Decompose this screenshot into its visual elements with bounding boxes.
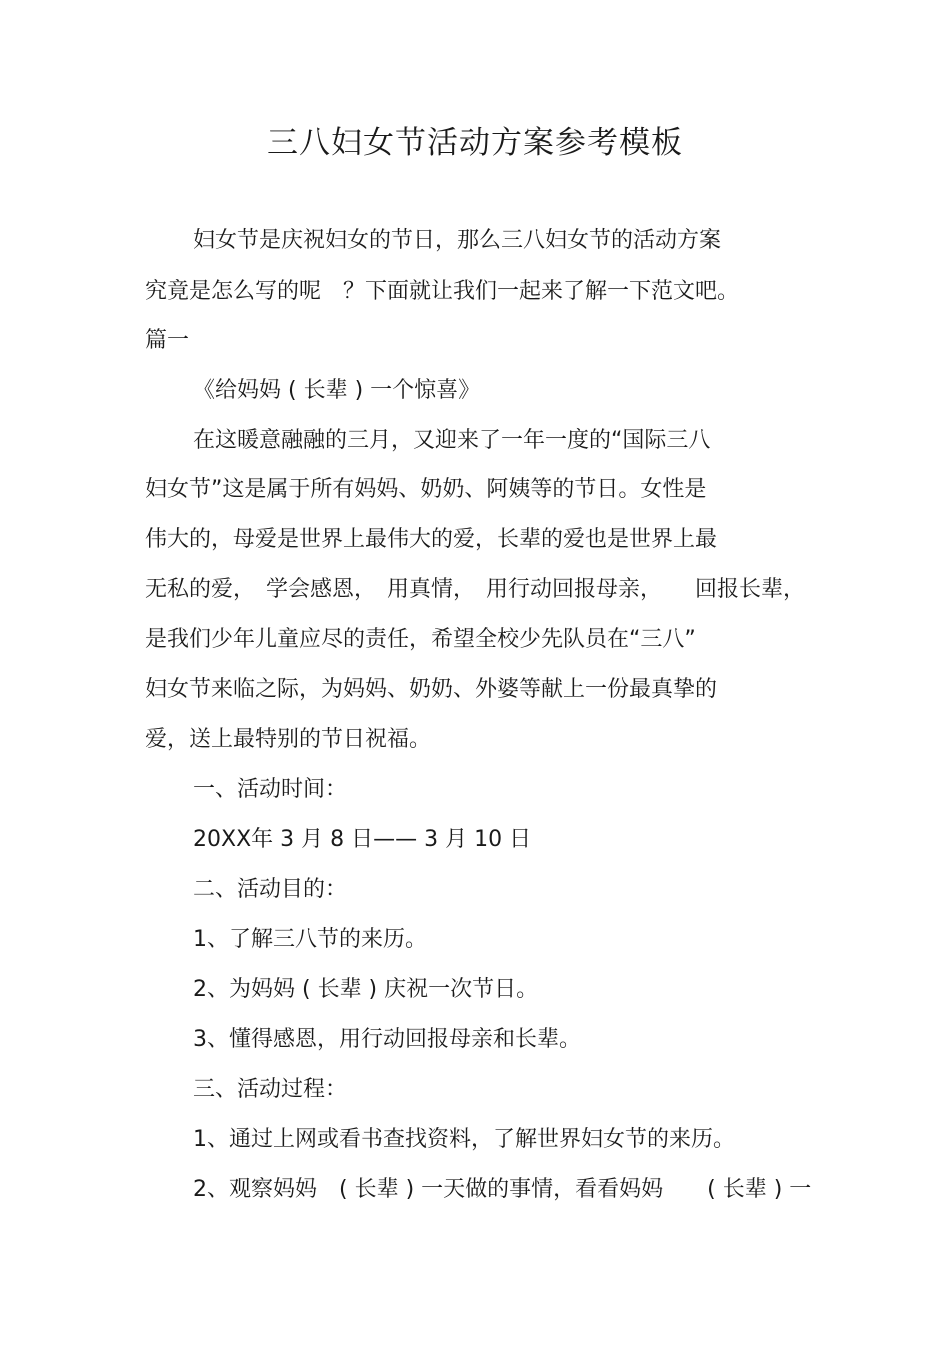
heading-line: 一、活动时间：	[193, 777, 348, 802]
paragraph-line: 在这暖意融融的三月，又迎来了一年一度的“国际三八	[193, 428, 711, 453]
paragraph-line: 妇女节来临之际，为妈妈、奶奶、外婆等献上一份最真挚的	[145, 677, 718, 702]
list-item: 1、了解三八节的来历。	[193, 927, 427, 952]
paragraph-line: 无私的爱， 学会感恩， 用真情， 用行动回报母亲， 回报长辈，	[145, 577, 806, 602]
section-label: 篇一	[145, 328, 190, 353]
list-item: 3、懂得感恩，用行动回报母亲和长辈。	[193, 1027, 581, 1052]
list-item: 1、通过上网或看书查找资料，了解世界妇女节的来历。	[193, 1127, 735, 1152]
document-title: 三八妇女节活动方案参考模板	[267, 125, 683, 161]
paragraph-line: 20XX年 3 月 8 日—— 3 月 10 日	[193, 827, 532, 852]
heading-line: 二、活动目的：	[193, 877, 348, 902]
paragraph-line: 是我们少年儿童应尽的责任，希望全校少先队员在“三八”	[145, 627, 696, 652]
subtitle-line: 《给妈妈 ( 长辈 ) 一个惊喜》	[193, 378, 481, 403]
list-item: 2、为妈妈 ( 长辈 ) 庆祝一次节日。	[193, 977, 539, 1002]
paragraph-line: 妇女节是庆祝妇女的节日，那么三八妇女节的活动方案	[193, 228, 722, 253]
paragraph-line: 究竟是怎么写的呢 ？下面就让我们一起来了解一下范文吧。	[145, 279, 740, 304]
list-item: 2、观察妈妈 ( 长辈 ) 一天做的事情，看看妈妈 ( 长辈 ) 一	[193, 1177, 812, 1202]
paragraph-line: 妇女节”这是属于所有妈妈、奶奶、阿姨等的节日。女性是	[145, 477, 707, 502]
heading-line: 三、活动过程：	[193, 1077, 348, 1102]
paragraph-line: 爱，送上最特别的节日祝福。	[145, 727, 432, 752]
paragraph-line: 伟大的，母爱是世界上最伟大的爱，长辈的爱也是世界上最	[145, 527, 718, 552]
